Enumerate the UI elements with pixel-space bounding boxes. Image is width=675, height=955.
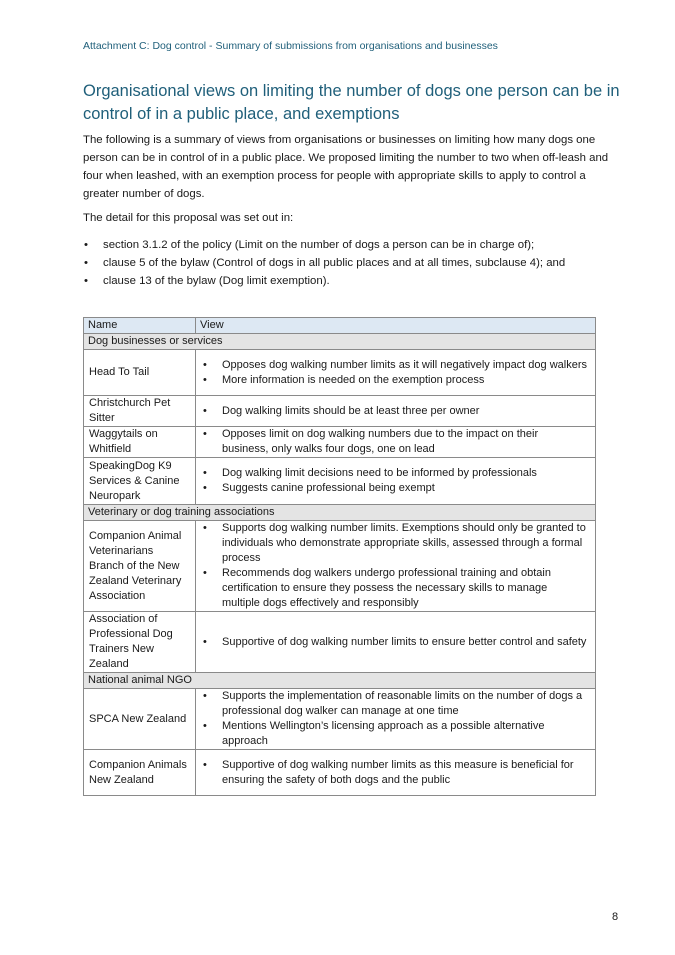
submitter-name: Waggytails on Whitfield (84, 427, 196, 458)
view-point: • Opposes dog walking number limits as it will negatively impact dog walkers (196, 358, 595, 373)
group-row (84, 673, 596, 689)
view-point: • Supportive of dog walking number limits to ensure better control and safety (196, 635, 595, 650)
page-number: 8 (612, 911, 619, 923)
group-title: National animal NGO (84, 673, 596, 689)
view-point: • Opposes limit on dog walking numbers due to the impact on their business, only walks four dogs, one on lead (196, 427, 595, 457)
group-title: Veterinary or dog training associations (84, 505, 596, 521)
view-point: • More information is needed on the exemption process (196, 373, 595, 388)
group-row (84, 505, 596, 521)
detail-list (83, 236, 623, 290)
detail-intro: The detail for this proposal was set out in: (83, 212, 294, 224)
submitter-name: SpeakingDog K9 Services & Canine Neuropark (84, 458, 196, 505)
view-point: • Supports dog walking number limits. Exemptions should only be granted to individuals who demonstrate appropriate skills, assessed through a formal process (196, 521, 595, 566)
table-row (84, 458, 596, 505)
view-point: • Supports the implementation of reasonable limits on the number of dogs a professional dog walker can manage at one time (196, 689, 595, 719)
table-row (84, 427, 596, 458)
view-cell (196, 689, 596, 750)
view-cell (196, 396, 596, 427)
view-cell (196, 750, 596, 796)
view-point: • Recommends dog walkers undergo professional training and obtain certification to ensure they possess the necessary skills to manage multiple dogs effectively and responsibly (196, 566, 595, 611)
view-cell (196, 521, 596, 612)
section-heading: Organisational views on limiting the number of dogs one person can be in control of in a public place, and exemptions (83, 82, 620, 123)
submitter-name: SPCA New Zealand (84, 689, 196, 750)
view-point: • Dog walking limits should be at least three per owner (196, 404, 595, 419)
table-row (84, 350, 596, 396)
column-header-name: Name (84, 318, 196, 334)
detail-list-item: • section 3.1.2 of the policy (Limit on the number of dogs a person can be in charge of); (83, 236, 623, 254)
view-cell (196, 427, 596, 458)
view-cell (196, 350, 596, 396)
detail-list-item: • clause 5 of the bylaw (Control of dogs in all public places and at all times, subclause 4); and (83, 254, 623, 272)
detail-list-item: • clause 13 of the bylaw (Dog limit exemption). (83, 272, 623, 290)
submitter-name: Association of Professional Dog Trainers New Zealand (84, 612, 196, 673)
view-point: • Supportive of dog walking number limits as this measure is beneficial for ensuring the safety of both dogs and the public (196, 758, 595, 788)
group-title: Dog businesses or services (84, 334, 596, 350)
table-row (84, 750, 596, 796)
table-header-row (84, 318, 596, 334)
view-point: • Dog walking limit decisions need to be informed by professionals (196, 466, 595, 481)
submitter-name: Christchurch Pet Sitter (84, 396, 196, 427)
page-header: Attachment C: Dog control - Summary of submissions from organisations and businesses (83, 40, 498, 52)
submitter-name: Companion Animal Veterinarians Branch of the New Zealand Veterinary Association (84, 521, 196, 612)
group-row (84, 334, 596, 350)
table-row (84, 689, 596, 750)
submitter-name: Head To Tail (84, 350, 196, 396)
view-point: • Mentions Wellington’s licensing approach as a possible alternative approach (196, 719, 595, 749)
view-cell (196, 612, 596, 673)
column-header-view: View (196, 318, 596, 334)
submissions-table (83, 317, 596, 796)
view-cell (196, 458, 596, 505)
intro-paragraph: The following is a summary of views from organisations or businesses on limiting how many dogs one person can be in control of in a public place. We proposed limiting the number to two when off-leash and four when leashed, with an exemption process for people with appropriate skills to apply to control a greater number of dogs. (83, 134, 609, 200)
view-point: • Suggests canine professional being exempt (196, 481, 595, 496)
table-row (84, 612, 596, 673)
table-row (84, 396, 596, 427)
table-row (84, 521, 596, 612)
submitter-name: Companion Animals New Zealand (84, 750, 196, 796)
